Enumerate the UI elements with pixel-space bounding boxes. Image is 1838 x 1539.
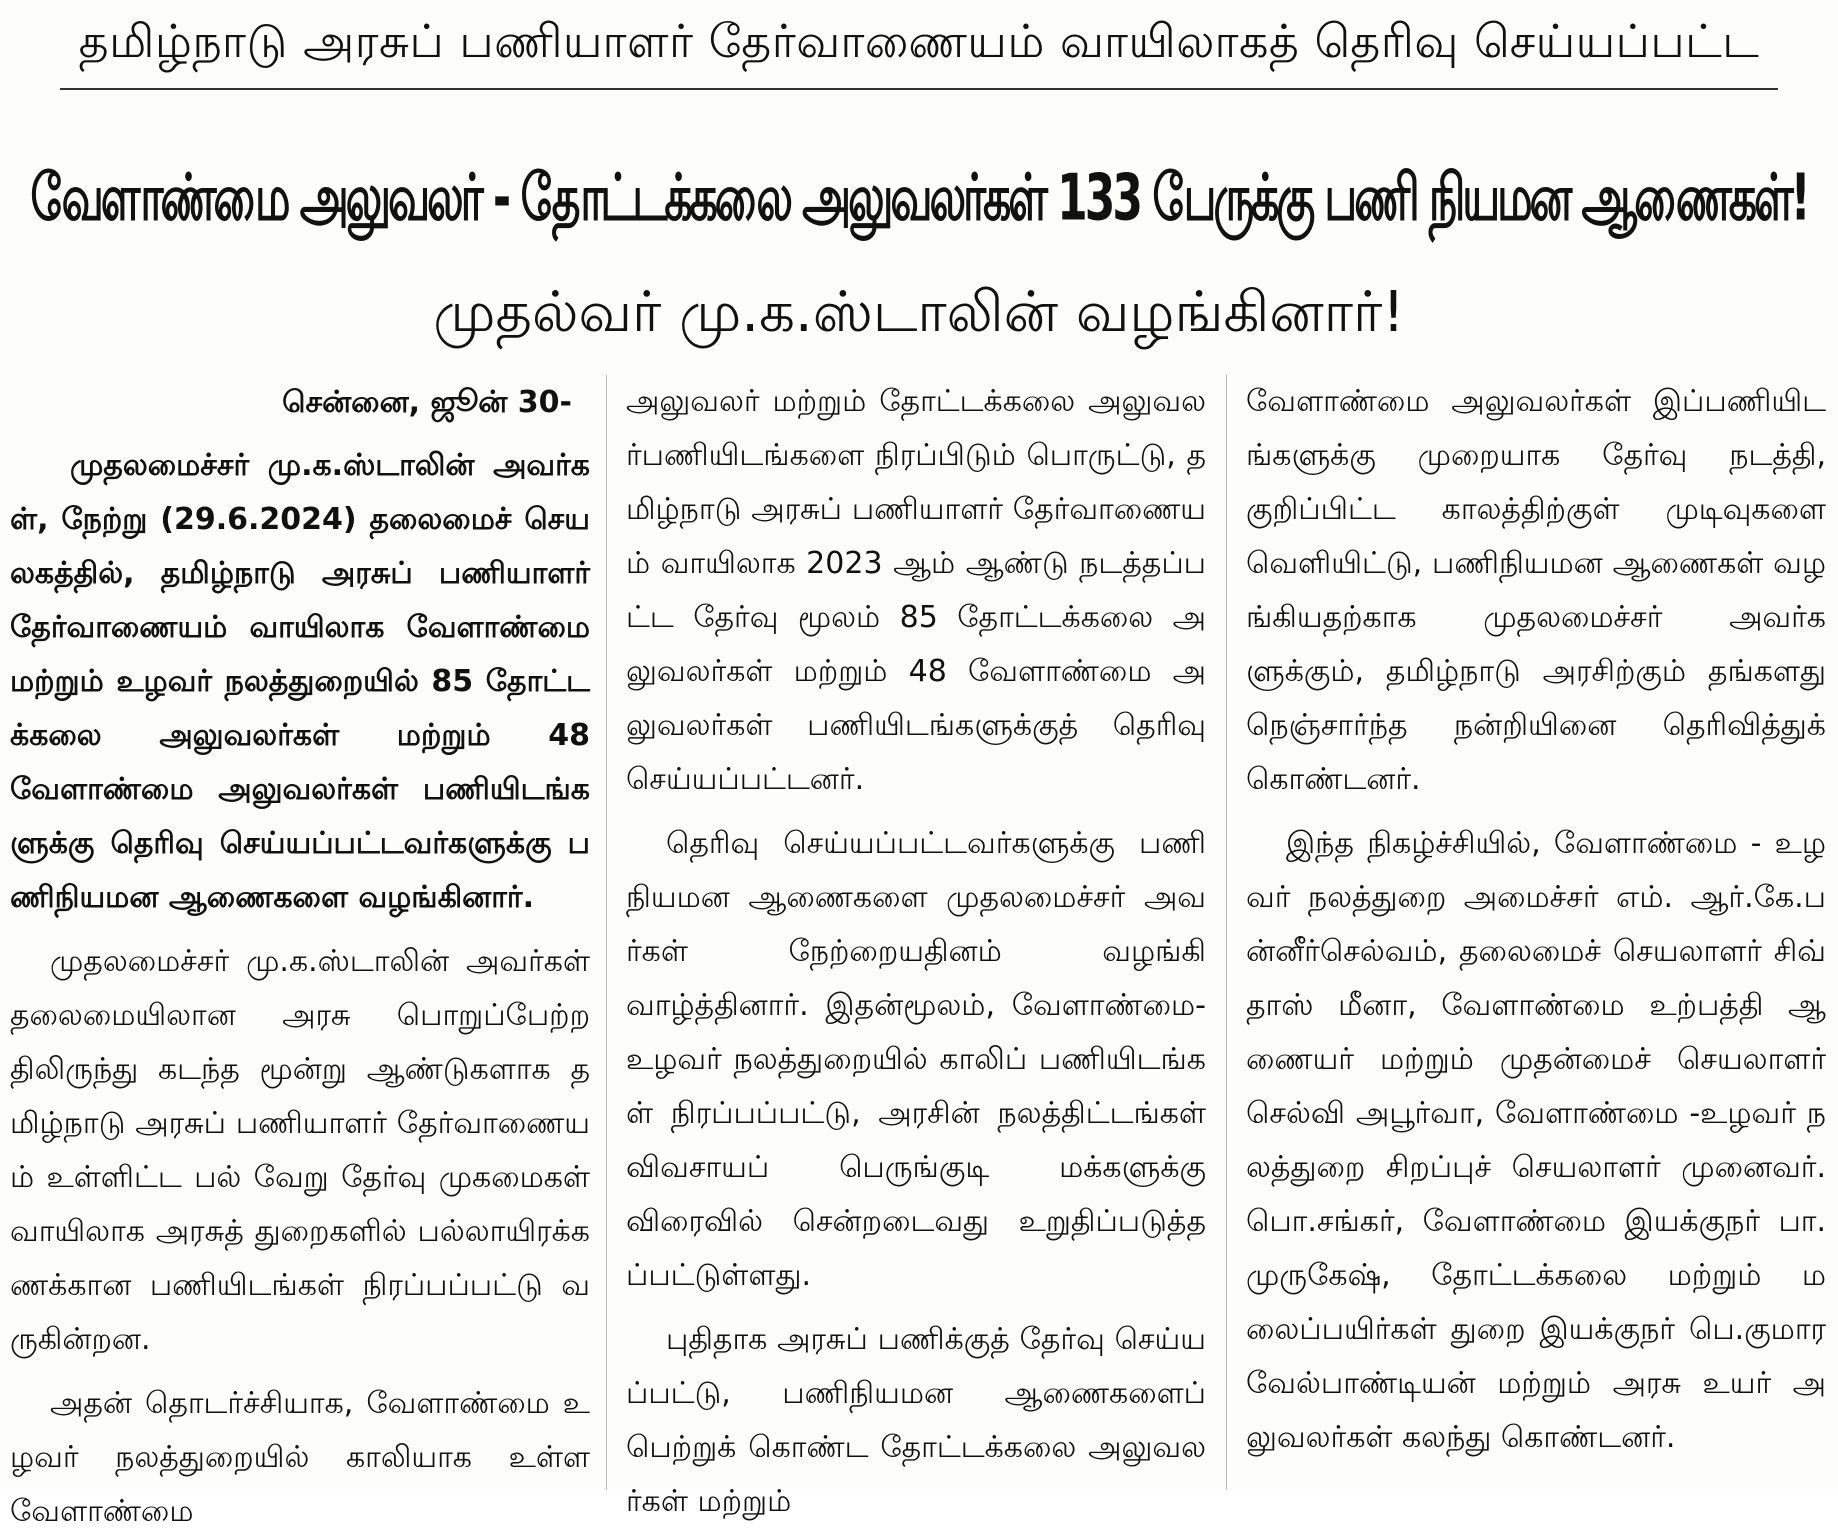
- body-paragraph: அதன் தொடர்ச்சியாக, வேளாண்மை உழவர் நலத்துறையில் காலியாக உள்ள வேளாண்மை: [10, 1386, 590, 1529]
- body-paragraph: முதலமைச்சர் மு.க.ஸ்டாலின் அவர்கள் தலைமையிலான அரசு பொறுப்பேற்றதிலிருந்து கடந்த மூன்று ஆண்டுகளாக தமிழ்நாடு அரசுப் பணியாளர் தேர்வாணையம் உள்ளிட்ட பல் வேறு தேர்வு முகமைகள் வாயிலாக அரசுத் துறைகளில் பல்லாயிரக்கணக்கான பணியிடங்கள் நிரப்பப்பட்டு வருகின்றன.: [10, 944, 590, 1357]
- body-paragraph: இந்த நிகழ்ச்சியில், வேளாண்மை - உழவர் நலத்துறை அமைச்சர் எம். ஆர்.கே.பன்னீர்செல்வம், தலைமைச் செயலாளர் சிவ் தாஸ் மீனா, வேளாண்மை உற்பத்தி ஆணையர் மற்றும் முதன்மைச் செயலாளர் செல்வி அபூர்வா, வேளாண்மை -உழவர் நலத்துறை சிறப்புச் செயலாளர் முனைவர். பொ.சங்கர், வேளாண்மை இயக்குநர் பா.முருகேஷ், தோட்டக்கலை மற்றும் மலைப்பயிர்கள் துறை இயக்குநர் பெ.குமாரவேல்பாண்டியன் மற்றும் அரசு உயர் அலுவலர்கள் கலந்து கொண்டனர்.: [1246, 826, 1826, 1455]
- column-divider: [1226, 375, 1227, 1490]
- column-divider: [606, 375, 607, 1490]
- subheadline: முதல்வர் மு.க.ஸ்டாலின் வழங்கினார்!: [433, 280, 1405, 345]
- article-column-3: [1246, 375, 1826, 1490]
- lead-paragraph: முதலமைச்சர் மு.க.ஸ்டாலின் அவர்கள், நேற்று (29.6.2024) தலைமைச் செயலகத்தில், தமிழ்நாடு அரசுப் பணியாளர் தேர்வாணையம் வாயிலாக வேளாண்மை மற்றும் உழவர் நலத்துறையில் 85 தோட்டக்கலை அலுவலர்கள் மற்றும் 48 வேளாண்மை அலுவலர்கள் பணியிடங்களுக்கு தெரிவு செய்யப்பட்டவர்களுக்கு பணிநியமன ஆணைகளை வழங்கினார்.: [10, 448, 590, 915]
- dateline: சென்னை, ஜூன் 30-: [282, 385, 572, 420]
- body-paragraph: அலுவலர் மற்றும் தோட்டக்கலை அலுவலர்பணியிடங்களை நிரப்பிடும் பொருட்டு, தமிழ்நாடு அரசுப் பணியாளர் தேர்வாணையம் வாயிலாக 2023 ஆம் ஆண்டு நடத்தப்பட்ட தேர்வு மூலம் 85 தோட்டக்கலை அலுவலர்கள் மற்றும் 48 வேளாண்மை அலுவலர்கள் பணியிடங்களுக்குத் தெரிவு செய்யப்பட்டனர்.: [626, 384, 1206, 797]
- article-column-2: [626, 375, 1206, 1519]
- body-paragraph: புதிதாக அரசுப் பணிக்குத் தேர்வு செய்யப்பட்டு, பணிநியமன ஆணைகளைப் பெற்றுக் கொண்ட தோட்டக்கலை அலுவலர்கள் மற்றும்: [626, 1322, 1206, 1519]
- body-paragraph: வேளாண்மை அலுவலர்கள் இப்பணியிடங்களுக்கு முறையாக தேர்வு நடத்தி, குறிப்பிட்ட காலத்திற்குள் முடிவுகளை வெளியிட்டு, பணிநியமன ஆணைகள் வழங்கியதற்காக முதலமைச்சர் அவர்களுக்கும், தமிழ்நாடு அரசிற்கும் தங்களது நெஞ்சார்ந்த நன்றியினை தெரிவித்துக் கொண்டனர்.: [1246, 384, 1826, 797]
- kicker-line: தமிழ்நாடு அரசுப் பணியாளர் தேர்வாணையம் வாயிலாகத் தெரிவு செய்யப்பட்ட: [78, 14, 1760, 68]
- article-column-1: [10, 375, 590, 1529]
- kicker-rule: [60, 88, 1778, 90]
- body-paragraph: தெரிவு செய்யப்பட்டவர்களுக்கு பணி நியமன ஆணைகளை முதலமைச்சர் அவர்கள் நேற்றையதினம் வழங்கி வாழ்த்தினார். இதன்மூலம், வேளாண்மை-உழவர் நலத்துறையில் காலிப் பணியிடங்கள் நிரப்பப்பட்டு, அரசின் நலத்திட்டங்கள் விவசாயப் பெருங்குடி மக்களுக்கு விரைவில் சென்றடைவது உறுதிப்படுத்தப்பட்டுள்ளது.: [626, 826, 1206, 1293]
- headline: வேளாண்மை அலுவலர் - தோட்டக்கலை அலுவலர்கள் 133 பேருக்கு பணி நியமன ஆணைகள்!: [30, 161, 1808, 236]
